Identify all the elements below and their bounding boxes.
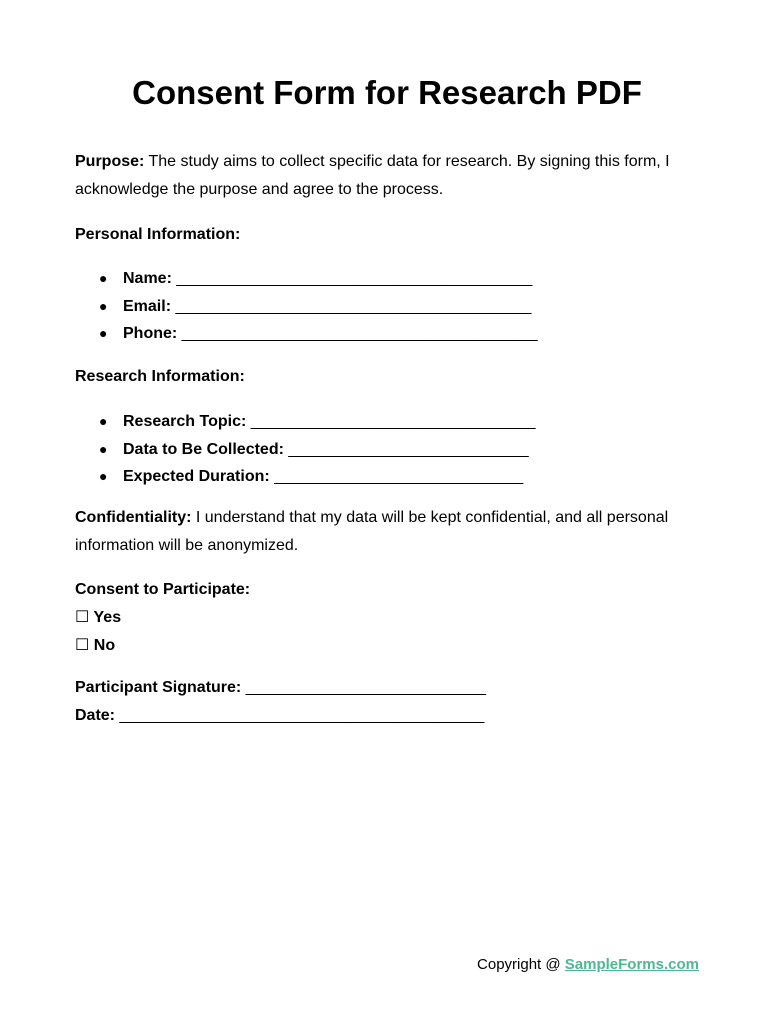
purpose-paragraph [75, 148, 695, 204]
list-item-phone[interactable] [99, 323, 538, 351]
copyright-footer [477, 955, 699, 975]
date-label: Date: [75, 707, 116, 724]
field-label: Research Topic: [123, 413, 247, 430]
name-field-line[interactable]: ________________________________________ [176, 270, 533, 287]
list-item-expected-duration[interactable] [99, 466, 536, 494]
field-label: Expected Duration: [123, 468, 270, 485]
date-row [75, 702, 484, 730]
confidentiality-text: I understand that my data will be kept confidential, and all personal information will be anonymized. [75, 509, 669, 554]
signature-label: Participant Signature: [75, 679, 242, 696]
list-item-name[interactable] [99, 268, 538, 296]
confidentiality-label: Confidentiality: [75, 509, 192, 526]
field-label: Name: [123, 270, 172, 287]
bullet-icon: ● [99, 440, 108, 457]
confidentiality-paragraph [75, 504, 695, 560]
bullet-icon: ● [99, 325, 108, 341]
checkbox-icon[interactable]: ☐ [75, 609, 90, 626]
list-item-data-collected[interactable] [99, 439, 536, 467]
consent-option-no[interactable] [75, 632, 250, 660]
date-field-line[interactable]: _________________________________________ [119, 707, 485, 724]
field-label: Email: [123, 297, 172, 315]
copyright-text: Copyright @ [477, 956, 565, 973]
research-info-list [99, 411, 536, 494]
list-item-research-topic[interactable] [99, 411, 536, 439]
research-info-heading: Research Information: [75, 368, 245, 385]
consent-option-label: Yes [93, 609, 122, 626]
page-title: Consent Form for Research PDF [132, 74, 642, 111]
bullet-icon: ● [99, 413, 108, 429]
bullet-icon: ● [99, 297, 108, 314]
bullet-icon: ● [99, 270, 108, 286]
consent-option-yes[interactable] [75, 604, 250, 632]
data-collected-field-line[interactable]: ___________________________ [288, 440, 529, 458]
checkbox-icon[interactable]: ☐ [75, 637, 90, 654]
phone-field-line[interactable]: ________________________________________ [181, 325, 538, 342]
email-field-line[interactable]: ________________________________________ [175, 297, 532, 315]
field-label: Phone: [123, 325, 178, 342]
consent-heading: Consent to Participate: [75, 581, 251, 598]
field-label: Data to Be Collected: [123, 440, 284, 458]
purpose-text: The study aims to collect specific data for research. By signing this form, I acknowledge the purpose and agree to the process. [75, 153, 670, 198]
bullet-icon: ● [99, 468, 108, 484]
research-topic-field-line[interactable]: ________________________________ [250, 413, 536, 430]
signature-field-line[interactable]: ___________________________ [245, 679, 486, 696]
consent-option-label: No [93, 637, 116, 654]
list-item-email[interactable] [99, 296, 538, 324]
sampleforms-link[interactable]: SampleForms.com [564, 956, 699, 973]
consent-section [75, 576, 250, 660]
expected-duration-field-line[interactable]: ____________________________ [274, 468, 524, 485]
signature-row [75, 674, 486, 702]
personal-info-list [99, 268, 538, 351]
purpose-label: Purpose: [75, 153, 145, 170]
personal-info-heading: Personal Information: [75, 226, 241, 243]
